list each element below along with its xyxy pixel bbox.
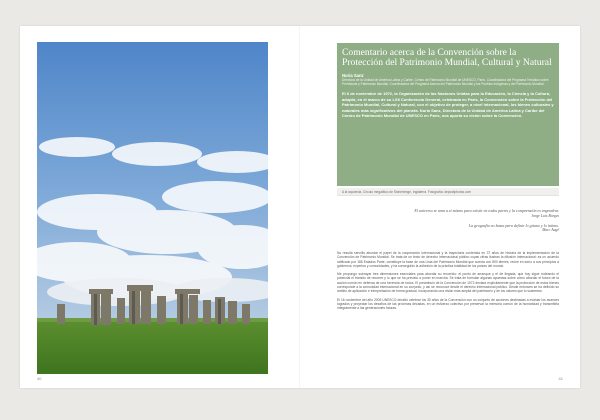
photo-caption: A la izquierda, Círculo megalítico de Stonehenge, Inglaterra. Fotografía: depositphotos.com	[337, 188, 559, 196]
article-header-panel	[337, 43, 559, 186]
article-body	[337, 251, 559, 315]
epigraph-text: La geografía no basta para definir lo gitano y lo íntimo.	[468, 222, 559, 228]
author-description: Directora de la Unidad de América Latina y Caribe, Centro de Patrimonio Mundial de UNESCO, París. Coordinadora del Programa Temático sobre Prehistoria y Patrimonio Mundial. Coordinadora del Programa Acerca del Patrimonio Mundial y los Pueblos Indígenas y del Patrimonio Mundial.	[342, 78, 549, 87]
book-spread	[20, 26, 580, 388]
body-paragraph: Me propongo subrayar tres dimensiones esenciales para abordar su recorrido: el punto de arranque y el de llegada, que hoy sigue rodeando el potencial el tránsito de recorrer y lo que se ha previsto a poner en marcha. Se trata de formular algunas apuestas sobre cómo abordar el futuro de la acción común en defensa de una herencia de todos. El preámbulo de la Convención de 1972 declara explícitamente que la protección de estos bienes corresponde a la comunidad internacional en su conjunto, y así se reconoce desde el derecho internacional público. Desde entonces se ha definido su ámbito de aplicación e interpretación de forma gradual, incorporando una visión más amplia del patrimonio y de los valores que lo sustentan.	[337, 272, 559, 294]
epigraphs	[337, 209, 559, 238]
author-name: Nuria Sanz	[342, 73, 364, 79]
stonehenge-image	[37, 42, 268, 374]
epigraph-author: Jorge Luis Borges	[531, 213, 559, 218]
article-lead: El 6 de noviembre de 1972, la Organización de las Naciones Unidas para la Educación, la Ciencia y la Cultura, adoptó, en el marco de su LXII Conferencia General, celebrada en París, la Convención sobre la Protección del Patrimonio Mundial, Cultural y Natural, con el objetivo de proteger, a nivel internacional, los bienes culturales y naturales más significativos del planeta. Nuria Sanz, Directora de la Unidad de América Latina y Caribe del Centro de Patrimonio Mundial de UNESCO en París, nos aporta su visión sobre la Convención.	[342, 91, 554, 119]
page-gutter	[299, 26, 300, 388]
epigraph	[337, 224, 559, 234]
page-number-right: 41	[558, 376, 563, 381]
body-paragraph: El 16 noviembre del año 2005 UNESCO decidió celebrar los 30 años de la Convención con un conjunto de acciones destinadas a evaluar los avances logrados y proyectar los desafíos de las próximas décadas, en un esfuerzo colectivo por preservar la memoria común de la humanidad y transmitirla íntegramente a las generaciones futuras.	[337, 297, 559, 311]
epigraph-text: El universo se ama a sí mismo para existir en todas partes y la comprensión es engendrar.	[414, 208, 559, 213]
body-paragraph: No resulta sencillo abordar el papel de la cooperación internacional y la trayectoria contenida en 37 años de historia de la implementación de la Convención de Patrimonio Mundial. Se trata de un texto de derecho internacional público cuyas cifras ilustran la difusión internacional: es un acuerdo ratificado por 186 Estados Parte, constituye la base de una Lista del Patrimonio Mundial que cuenta con 890 bienes, reúne en torno a sus principios a gobiernos, expertos y comunidades, y ha conseguido la adhesión de la práctica totalidad de los países del mundo.	[337, 251, 559, 268]
stonehenge-photo	[37, 42, 268, 374]
page-number-left: 40	[37, 376, 42, 381]
epigraph	[337, 209, 559, 219]
article-title: Comentario acerca de la Convención sobre la Protección del Patrimonio Mundial, Cultural y Natural	[342, 47, 552, 69]
epigraph-author: Marc Augé	[542, 228, 559, 233]
